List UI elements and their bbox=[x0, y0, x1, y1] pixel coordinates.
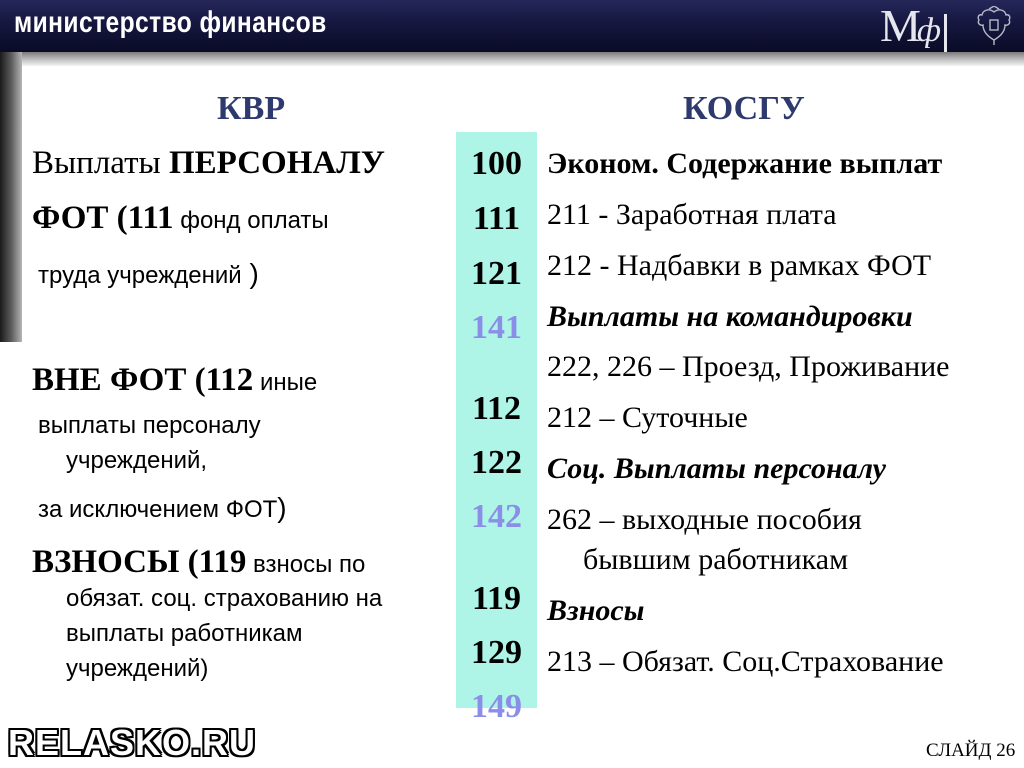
kosgu-row-travel: Выплаты на командировки bbox=[547, 300, 913, 333]
kvr-vznosy-item: ВЗНОСЫ (119 взносы по bbox=[32, 544, 366, 580]
kvr-personnel-title: Выплаты ПЕРСОНАЛУ bbox=[32, 145, 385, 181]
kvr-vznosy-line2: обязат. соц. страхованию на bbox=[66, 585, 383, 612]
kosgu-heading: КОСГУ bbox=[683, 90, 805, 127]
kosgu-row-211: 211 - Заработная плата bbox=[547, 198, 837, 231]
kosgu-row-contributions: Взносы bbox=[547, 594, 645, 627]
header-bar bbox=[0, 0, 1024, 52]
code-142: 142 bbox=[471, 498, 522, 535]
kvr-vne-line3: учреждений, bbox=[66, 447, 208, 474]
code-100: 100 bbox=[471, 145, 522, 182]
code-111: 111 bbox=[472, 200, 521, 237]
kvr-vne-line4: за исключением ФОТ) bbox=[38, 492, 287, 523]
slide-number: СЛАЙД 26 bbox=[926, 740, 1016, 761]
kosgu-row-economic: Эконом. Содержание выплат bbox=[547, 147, 943, 180]
kosgu-row-262-line2: бывшим работникам bbox=[583, 543, 849, 576]
code-141: 141 bbox=[471, 309, 522, 346]
kvr-vne-line2: выплаты персоналу bbox=[38, 412, 261, 439]
code-121: 121 bbox=[471, 255, 522, 292]
kvr-vznosy-line3: выплаты работникам bbox=[66, 620, 303, 647]
watermark: RELASKO.RU bbox=[8, 722, 257, 763]
code-119: 119 bbox=[471, 580, 522, 617]
kvr-vne-fot-item: ВНЕ ФОТ (112 иные bbox=[32, 362, 318, 398]
kosgu-row-222-226: 222, 226 – Проезд, Проживание bbox=[547, 350, 950, 383]
ministry-title: министерство финансов bbox=[14, 6, 327, 39]
kvr-fot-item: ФОТ (111 фонд оплаты bbox=[32, 200, 329, 236]
kvr-vznosy-line4: учреждений) bbox=[66, 655, 209, 682]
ministry-logo: Мф bbox=[880, 4, 947, 48]
kosgu-row-213: 213 – Обязат. Соц.Страхование bbox=[547, 645, 944, 678]
kvr-fot-line2: труда учреждений ) bbox=[38, 258, 259, 289]
kvr-heading: КВР bbox=[217, 90, 286, 127]
header-shadow bbox=[0, 52, 1024, 66]
code-149: 149 bbox=[471, 688, 522, 725]
kosgu-row-212: 212 - Надбавки в рамках ФОТ bbox=[547, 249, 932, 282]
kosgu-row-212-daily: 212 – Суточные bbox=[547, 401, 748, 434]
kosgu-row-social: Соц. Выплаты персоналу bbox=[547, 452, 886, 485]
left-edge-shadow bbox=[0, 52, 22, 342]
code-129: 129 bbox=[471, 634, 522, 671]
code-122: 122 bbox=[471, 444, 522, 481]
code-112: 112 bbox=[471, 390, 522, 427]
coat-of-arms-icon bbox=[975, 6, 1013, 46]
kosgu-row-262: 262 – выходные пособия bbox=[547, 503, 862, 536]
